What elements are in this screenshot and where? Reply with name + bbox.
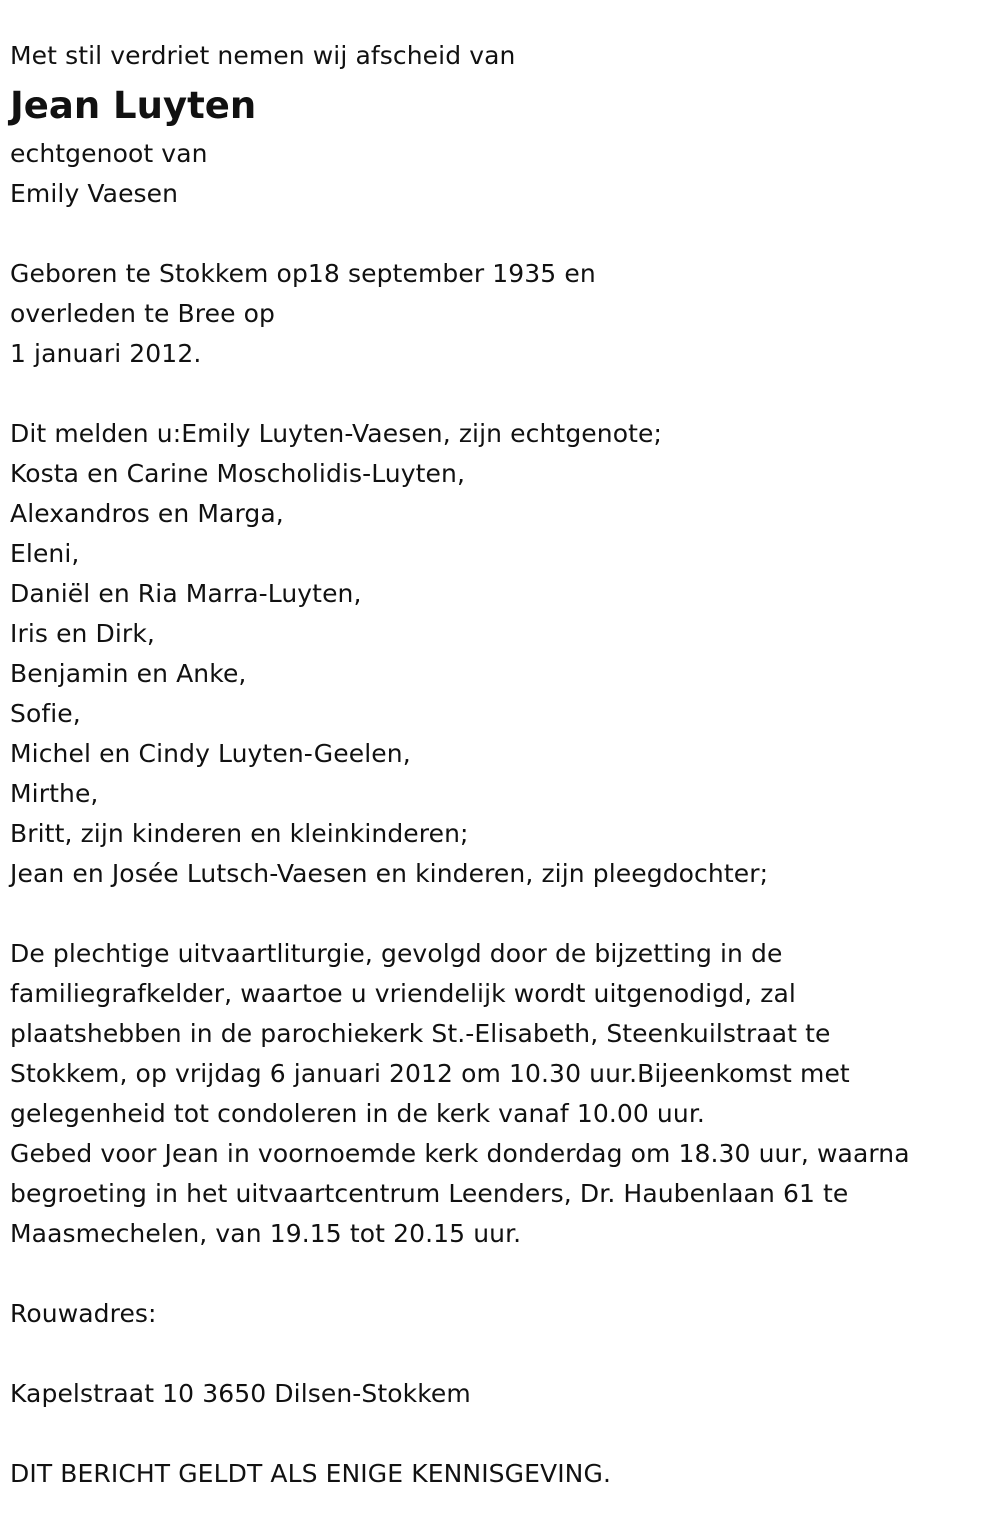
birth-death-line: 1 januari 2012. [10,339,202,368]
deceased-name: Jean Luyten [10,84,257,127]
family-line: Dit melden u:Emily Luyten-Vaesen, zijn echtgenote; [10,419,663,448]
family-line: Iris en Dirk, [10,619,155,648]
family-line: Alexandros en Marga, [10,499,284,528]
family-line: Benjamin en Anke, [10,659,247,688]
ceremony-line: Maasmechelen, van 19.15 tot 20.15 uur. [10,1219,522,1248]
intro-text: Met stil verdriet nemen wij afscheid van [10,41,516,70]
birth-death-block [10,254,985,374]
family-line: Daniël en Ria Marra-Luyten, [10,579,362,608]
ceremony-line: Gebed voor Jean in voornoemde kerk donderdag om 18.30 uur, waarna [10,1139,910,1168]
family-line: Sofie, [10,699,81,728]
ceremony-line: Stokkem, op vrijdag 6 januari 2012 om 10.30 uur.Bijeenkomst met [10,1059,850,1088]
ceremony-details [10,934,985,1254]
family-line: Jean en Josée Lutsch-Vaesen en kinderen, zijn pleegdochter; [10,859,769,888]
ceremony-line: begroeting in het uitvaartcentrum Leenders, Dr. Haubenlaan 61 te [10,1179,849,1208]
birth-death-line: overleden te Bree op [10,299,276,328]
spacer [10,894,985,934]
ceremony-line: De plechtige uitvaartliturgie, gevolgd door de bijzetting in de [10,939,783,968]
spacer [10,214,985,254]
spacer [10,374,985,414]
notice-text: DIT BERICHT GELDT ALS ENIGE KENNISGEVING. [10,1459,611,1488]
obituary-notice [10,36,985,1494]
address-label: Rouwadres: [10,1299,157,1328]
ceremony-line: gelegenheid tot condoleren in de kerk vanaf 10.00 uur. [10,1099,705,1128]
family-line: Britt, zijn kinderen en kleinkinderen; [10,819,469,848]
family-list [10,414,985,894]
family-line: Eleni, [10,539,80,568]
ceremony-line: plaatshebben in de parochiekerk St.-Elisabeth, Steenkuilstraat te [10,1019,831,1048]
birth-death-line: Geboren te Stokkem op18 september 1935 en [10,259,596,288]
family-line: Kosta en Carine Moscholidis-Luyten, [10,459,466,488]
ceremony-line: familiegrafkelder, waartoe u vriendelijk wordt uitgenodigd, zal [10,979,796,1008]
spouse-name: Emily Vaesen [10,179,179,208]
spouse-relation: echtgenoot van [10,139,208,168]
spacer [10,1254,985,1294]
mourning-address: Kapelstraat 10 3650 Dilsen-Stokkem [10,1379,471,1408]
family-line: Mirthe, [10,779,99,808]
family-line: Michel en Cindy Luyten-Geelen, [10,739,411,768]
spacer [10,1414,985,1454]
spacer [10,1334,985,1374]
